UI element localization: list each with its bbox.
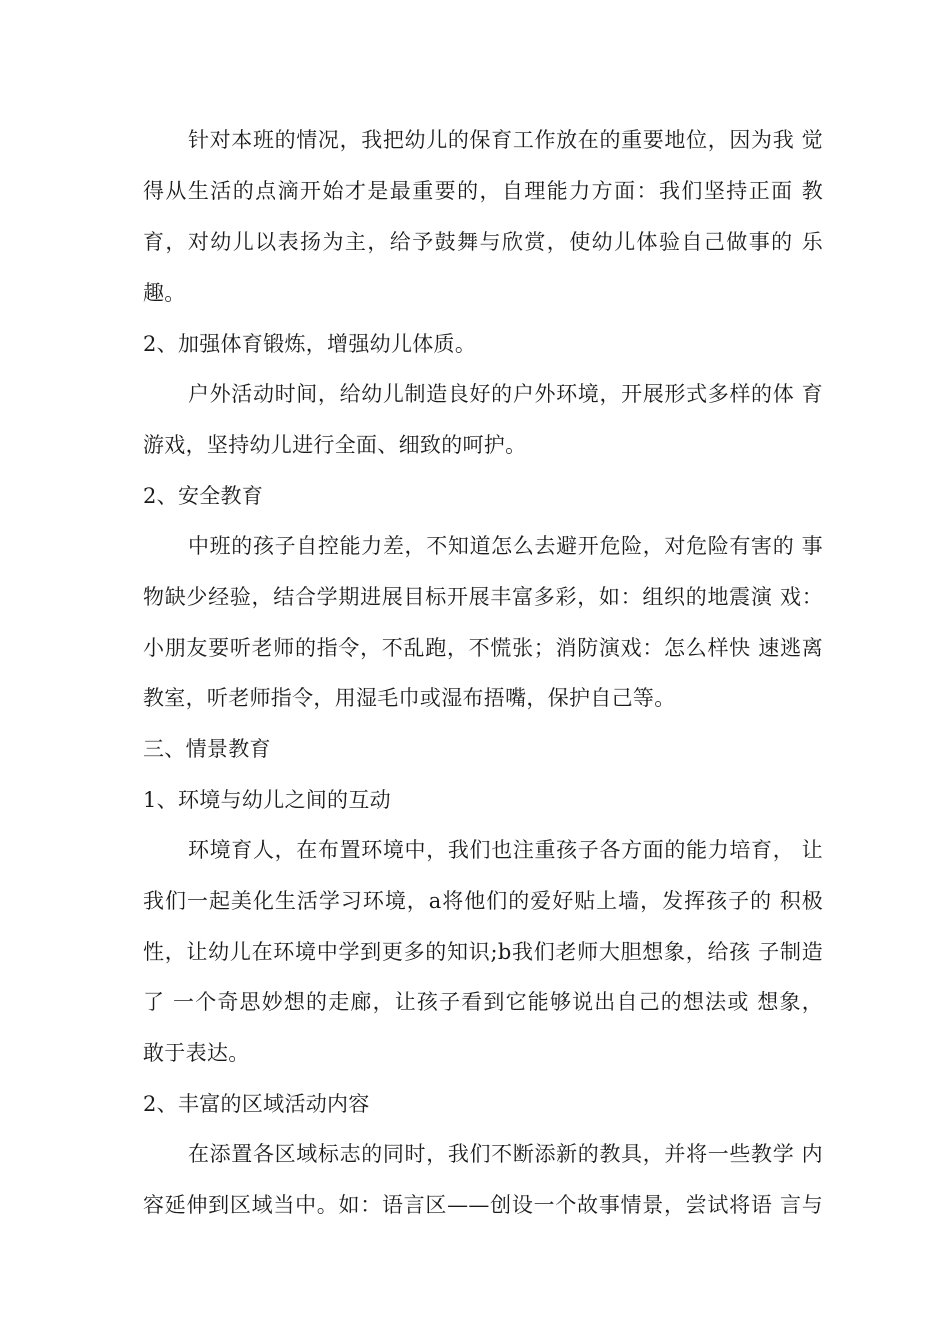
paragraph-line: 小朋友要听老师的指令，不乱跑，不慌张；消防演戏：怎么样快 速逃离 — [143, 636, 823, 660]
paragraph-line: 教室，听老师指令，用湿毛巾或湿布捂嘴，保护自己等。 — [143, 686, 676, 710]
paragraph-line: 中班的孩子自控能力差，不知道怎么去避开危险，对危险有害的 事 — [188, 534, 823, 558]
paragraph-line: 户外活动时间，给幼儿制造良好的户外环境，开展形式多样的体 育 — [188, 382, 823, 406]
paragraph-line: 环境育人，在布置环境中，我们也注重孩子各方面的能力培育， 让 — [188, 838, 823, 862]
section-heading: 三、情景教育 — [143, 737, 271, 761]
paragraph-line: 在添置各区域标志的同时，我们不断添新的教具，并将一些教学 内 — [188, 1142, 823, 1166]
paragraph-line: 游戏，坚持幼儿进行全面、细致的呵护。 — [143, 433, 527, 457]
paragraph-line: 针对本班的情况，我把幼儿的保育工作放在的重要地位，因为我 觉 — [188, 128, 823, 152]
paragraph-line: 物缺少经验，结合学期进展目标开展丰富多彩，如：组织的地震演 戏： — [143, 585, 823, 609]
section-heading: 2、加强体育锻炼，增强幼儿体质。 — [143, 332, 477, 356]
section-heading: 2、丰富的区域活动内容 — [143, 1092, 370, 1116]
paragraph-line: 趣。 — [143, 281, 186, 305]
paragraph-line: 育，对幼儿以表扬为主，给予鼓舞与欣赏，使幼儿体验自己做事的 乐 — [143, 230, 823, 254]
paragraph-line: 敢于表达。 — [143, 1041, 250, 1065]
paragraph-line: 得从生活的点滴开始才是最重要的，自理能力方面：我们坚持正面 教 — [143, 179, 823, 203]
paragraph-line: 我们一起美化生活学习环境，a将他们的爱好贴上墙，发挥孩子的 积极 — [143, 889, 823, 913]
section-heading: 1、环境与幼儿之间的互动 — [143, 788, 391, 812]
paragraph-line: 性，让幼儿在环境中学到更多的知识;b我们老师大胆想象，给孩 子制造 — [143, 940, 823, 964]
paragraph-line: 了 一个奇思妙想的走廊，让孩子看到它能够说出自己的想法或 想象， — [143, 990, 823, 1014]
section-heading: 2、安全教育 — [143, 484, 264, 508]
paragraph-line: 容延伸到区域当中。如：语言区——创设一个故事情景，尝试将语 言与 — [143, 1193, 823, 1217]
